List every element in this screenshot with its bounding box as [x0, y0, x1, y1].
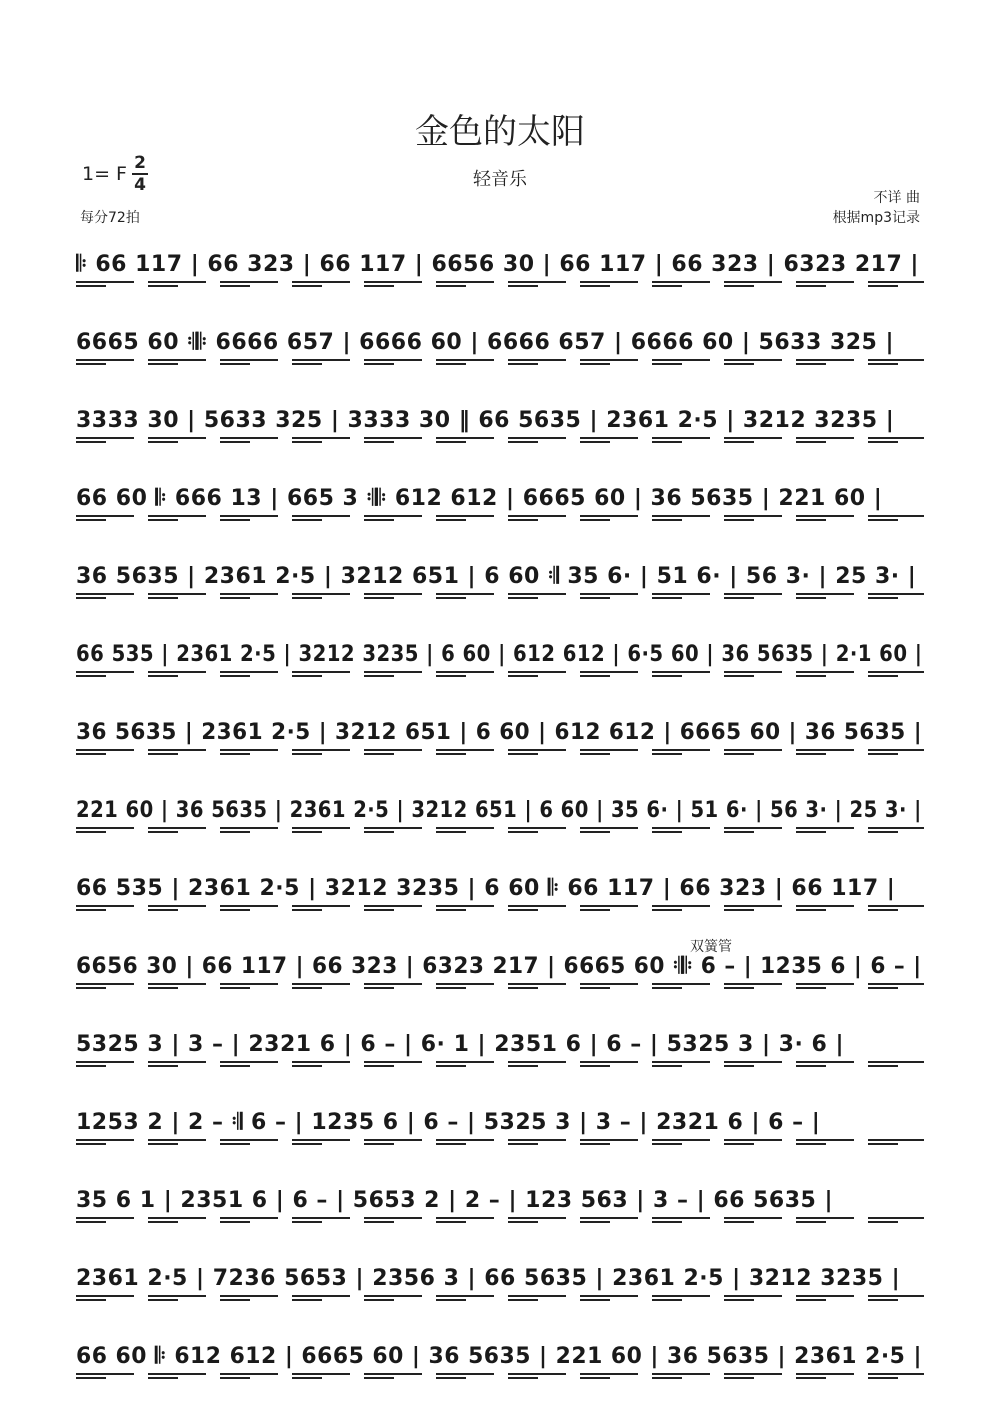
- underline-beam: [76, 593, 924, 595]
- notation-text: 66 535 | 2361 2·5 | 3212 3235 | 6 60 𝄆 66 117 | 66 323 | 66 117 |: [76, 876, 896, 901]
- notation-row: [76, 950, 924, 994]
- underline-beam-double: [76, 1299, 924, 1301]
- notation-text: 66 535 | 2361 2·5 | 3212 3235 | 6 60 | 612 612 | 6·5 60 | 36 5635 | 2·1 60 |: [76, 642, 923, 667]
- underline-beam-double: [76, 987, 924, 989]
- notation-row: [76, 482, 924, 526]
- underline-beam: [76, 359, 924, 361]
- composer-info: [833, 188, 920, 228]
- underline-beam: [76, 437, 924, 439]
- notation-text: 𝄆 66 117 | 66 323 | 66 117 | 6656 30 | 66 117 | 66 323 | 6323 217 |: [76, 252, 919, 277]
- score-subtitle: 轻音乐: [473, 169, 527, 190]
- underline-beam: [76, 983, 924, 985]
- notation-row: [76, 326, 924, 370]
- notation-text: 221 60 | 36 5635 | 2361 2·5 | 3212 651 | 6 60 | 35 6· | 51 6· | 56 3· | 25 3· |: [76, 798, 922, 823]
- underline-beam-double: [76, 1065, 924, 1067]
- notation-row: [76, 1262, 924, 1306]
- time-signature-bottom: 4: [134, 175, 146, 195]
- underline-beam-double: [76, 363, 924, 365]
- notation-text: 1253 2 | 2 – 𝄇 6 – | 1235 6 | 6 – | 5325 3 | 3 – | 2321 6 | 6 – |: [76, 1110, 821, 1135]
- underline-beam-double: [76, 1221, 924, 1223]
- underline-beam: [76, 515, 924, 517]
- notation-text: 36 5635 | 2361 2·5 | 3212 651 | 6 60 | 612 612 | 6665 60 | 36 5635 |: [76, 720, 923, 745]
- underline-beam-double: [76, 597, 924, 599]
- notation-text: 6665 60 𝄇𝄆 6666 657 | 6666 60 | 6666 657 | 6666 60 | 5633 325 |: [76, 330, 895, 355]
- underline-beam-double: [76, 831, 924, 833]
- underline-beam: [76, 905, 924, 907]
- score-title: 金色的太阳: [415, 112, 585, 152]
- underline-beam: [76, 1373, 924, 1375]
- notation-text: 36 5635 | 2361 2·5 | 3212 651 | 6 60 𝄇 35 6· | 51 6· | 56 3· | 25 3· |: [76, 564, 917, 589]
- underline-beam-double: [76, 753, 924, 755]
- notation-text: 35 6 1 | 2351 6 | 6 – | 5653 2 | 2 – | 123 563 | 3 – | 66 5635 |: [76, 1188, 834, 1213]
- tempo-marking: 每分72拍: [80, 210, 140, 226]
- underline-beam: [76, 671, 924, 673]
- notation-row: [76, 794, 924, 838]
- instrument-annotation: 双簧管: [690, 939, 732, 955]
- source-line: 根据mp3记录: [832, 210, 920, 226]
- notation-text: 2361 2·5 | 7236 5653 | 2356 3 | 66 5635 | 2361 2·5 | 3212 3235 |: [76, 1266, 901, 1291]
- notation-text: 66 60 𝄆 612 612 | 6665 60 | 36 5635 | 221 60 | 36 5635 | 2361 2·5 |: [76, 1344, 922, 1369]
- notation-text: 66 60 𝄆 666 13 | 665 3 𝄇𝄆 612 612 | 6665 60 | 36 5635 | 221 60 |: [76, 486, 883, 511]
- notation-row: [76, 1184, 924, 1228]
- underline-beam-double: [76, 441, 924, 443]
- notation-row: [76, 1340, 924, 1384]
- underline-beam: [76, 1061, 924, 1063]
- notation-row: [76, 404, 924, 448]
- notation-row: [76, 1028, 924, 1072]
- underline-beam-double: [76, 285, 924, 287]
- underline-beam-double: [76, 909, 924, 911]
- notation-text: 3333 30 | 5633 325 | 3333 30 ‖ 66 5635 | 2361 2·5 | 3212 3235 |: [76, 408, 895, 433]
- time-signature-top: 2: [134, 153, 146, 173]
- underline-beam: [76, 827, 924, 829]
- underline-beam-double: [76, 1143, 924, 1145]
- key-signature: 1= F: [82, 163, 127, 185]
- notation-text: 5325 3 | 3 – | 2321 6 | 6 – | 6· 1 | 2351 6 | 6 – | 5325 3 | 3· 6 |: [76, 1032, 844, 1057]
- notation-row: [76, 1106, 924, 1150]
- notation-row: [76, 248, 924, 292]
- composer-line: 不详 曲: [873, 190, 920, 206]
- notation-row: [76, 638, 924, 682]
- notation-row: [76, 872, 924, 916]
- time-signature: [130, 153, 150, 195]
- underline-beam: [76, 1295, 924, 1297]
- notation-row: [76, 716, 924, 760]
- underline-beam-double: [76, 519, 924, 521]
- underline-beam: [76, 749, 924, 751]
- underline-beam-double: [76, 675, 924, 677]
- notation-text: 6656 30 | 66 117 | 66 323 | 6323 217 | 6665 60 𝄇𝄆 6 – | 1235 6 | 6 – |: [76, 954, 922, 979]
- underline-beam: [76, 1139, 924, 1141]
- underline-beam-double: [76, 1377, 924, 1379]
- notation-row: [76, 560, 924, 604]
- underline-beam: [76, 281, 924, 283]
- underline-beam: [76, 1217, 924, 1219]
